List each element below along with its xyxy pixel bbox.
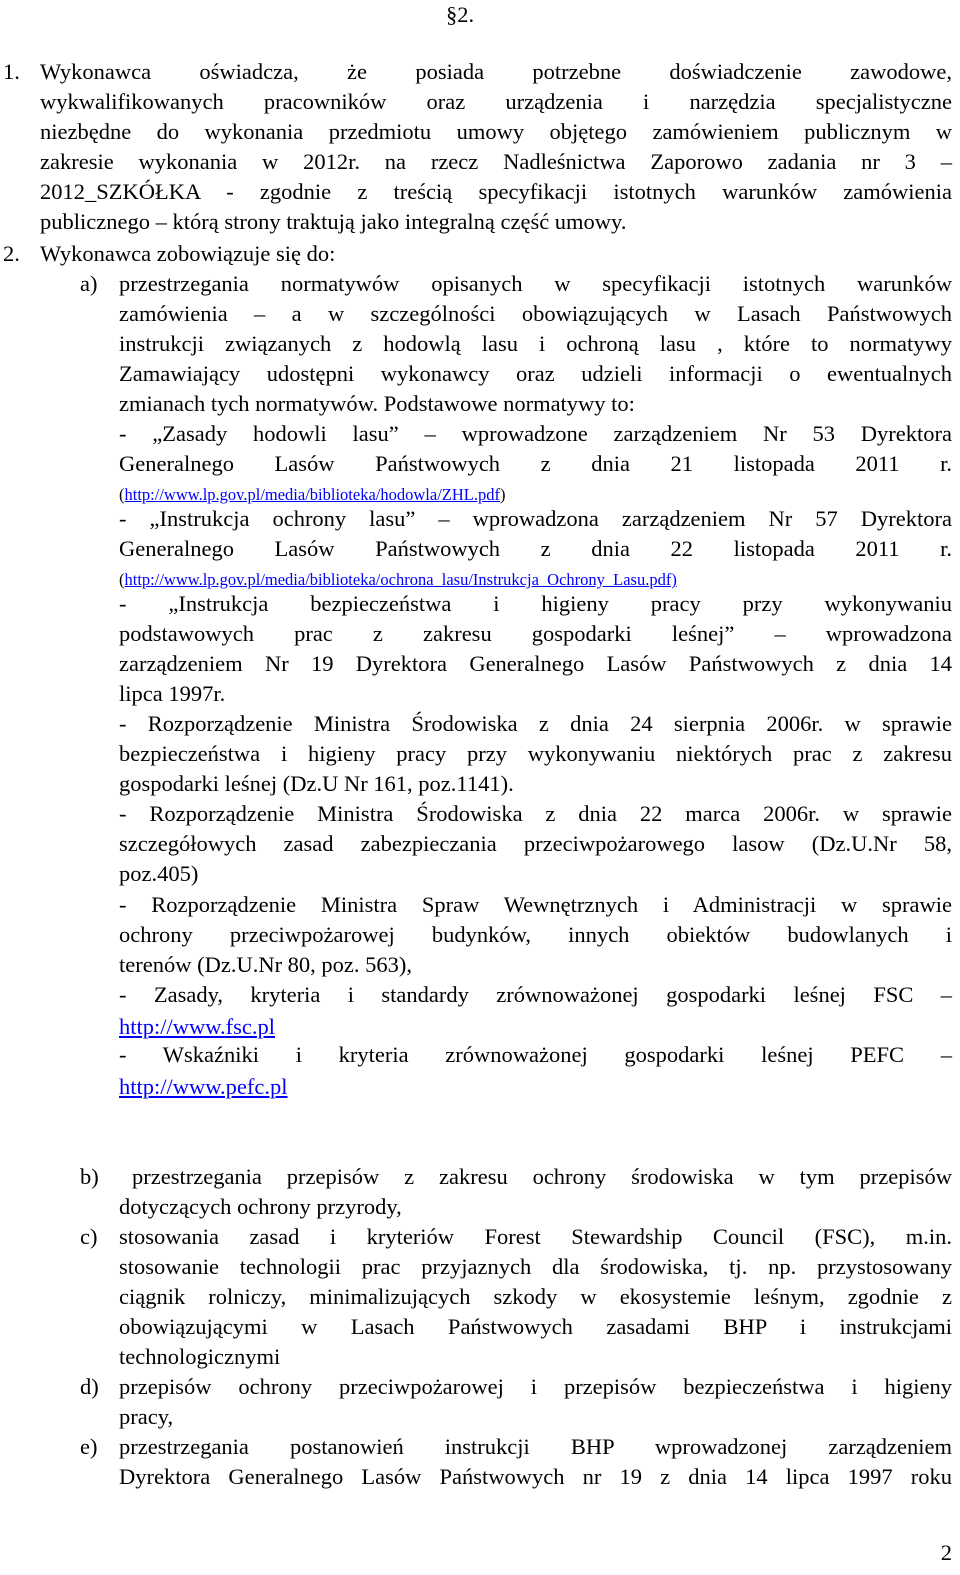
paren-close: ) — [499, 485, 506, 504]
text-line-a-l13: podstawowych prac z zakresu gospodarki leśnej” – wprowadzona — [119, 621, 952, 646]
text-line-p1-l4: zakresie wykonania w 2012r. na rzecz Nadleśnictwa Zaporowo zadania nr 3 – — [40, 149, 952, 174]
link-hodowla[interactable]: http://www.lp.gov.pl/media/biblioteka/hodowla/ZHL.pdf — [124, 485, 500, 504]
text-line-a-l7: Generalnego Lasów Państwowych z dnia 21 listopada 2011 r. — [119, 451, 952, 476]
link-ochrona[interactable]: http://www.lp.gov.pl/media/biblioteka/ochrona_lasu/Instrukcja_Ochrony_Lasu.pdf) — [124, 570, 677, 589]
text-line-b-l1: przestrzegania przepisów z zakresu ochrony środowiska w tym przepisów — [132, 1164, 952, 1189]
text-line-c-l5: technologicznymi — [119, 1344, 281, 1369]
text-line-a-l6: - „Zasady hodowli lasu” – wprowadzone zarządzeniem Nr 53 Dyrektora — [119, 421, 952, 446]
text-line-d-l1: przepisów ochrony przeciwpożarowej i przepisów bezpieczeństwa i higieny — [119, 1374, 952, 1399]
text-line-a-label: a) — [80, 271, 98, 296]
text-line-a-l17: bezpieczeństwa i higieny pracy przy wykonywaniu niektórych prac z zakresu — [119, 741, 952, 766]
text-line-a-l2: zamówienia – a w szczególności obowiązujących w Lasach Państwowych — [119, 301, 952, 326]
text-line-a-l1: przestrzegania normatywów opisanych w specyfikacji istotnych warunków — [119, 271, 952, 296]
text-line-a-l15: lipca 1997r. — [119, 681, 226, 706]
text-line-a-l23: ochrony przeciwpożarowej budynków, innych obiektów budowlanych i — [119, 922, 952, 947]
text-line-c-l4: obowiązującymi w Lasach Państwowych zasadami BHP i instrukcjami — [119, 1314, 952, 1339]
text-line-p1-l3: niezbędne do wykonania przedmiotu umowy objętego zamówieniem publicznym w — [40, 119, 952, 144]
text-line-a-l18: gospodarki leśnej (Dz.U Nr 161, poz.1141). — [119, 771, 514, 796]
text-line-b-label: b) — [80, 1164, 99, 1189]
text-line-a-l10: Generalnego Lasów Państwowych z dnia 22 listopada 2011 r. — [119, 536, 952, 561]
text-line-c-label: c) — [80, 1224, 98, 1249]
text-line-p1-number: 1. — [3, 59, 20, 84]
link-ochrona-line — [119, 566, 879, 594]
text-line-a-l20: szczegółowych zasad zabezpieczania przeciwpożarowego lasow (Dz.U.Nr 58, — [119, 831, 952, 856]
text-line-a-l14: zarządzeniem Nr 19 Dyrektora Generalnego Lasów Państwowych z dnia 14 — [119, 651, 952, 676]
text-line-a-l16: - Rozporządzenie Ministra Środowiska z dnia 24 sierpnia 2006r. w sprawie — [119, 711, 952, 736]
text-line-a-l24: terenów (Dz.U.Nr 80, poz. 563), — [119, 952, 413, 977]
link-pefc-line — [119, 1073, 419, 1101]
text-line-c-l1: stosowania zasad i kryteriów Forest Stewardship Council (FSC), m.in. — [119, 1224, 952, 1249]
section-heading: §2. — [445, 2, 475, 27]
text-line-e-label: e) — [80, 1434, 98, 1459]
text-line-a-l25: - Zasady, kryteria i standardy zrównoważonej gospodarki leśnej FSC – — [119, 982, 952, 1007]
text-line-p2-l1: Wykonawca zobowiązuje się do: — [40, 241, 336, 266]
text-line-c-l2: stosowanie technologii prac przyjaznych dla środowiska, tj. np. przystosowany — [119, 1254, 952, 1279]
link-hodowla-line — [119, 481, 719, 509]
paren-open: ( — [119, 570, 125, 589]
text-line-a-l12: - „Instrukcja bezpieczeństwa i higieny pracy przy wykonywaniu — [119, 591, 952, 616]
text-line-a-l27: - Wskaźniki i kryteria zrównoważonej gospodarki leśnej PEFC – — [119, 1042, 952, 1067]
text-line-a-l4: Zamawiający udostępni wykonawcy oraz udzieli informacji o ewentualnych — [119, 361, 952, 386]
text-line-d-label: d) — [80, 1374, 99, 1399]
link-pefc[interactable]: http://www.pefc.pl — [119, 1074, 288, 1099]
text-line-a-l5: zmianach tych normatywów. Podstawowe normatywy to: — [119, 391, 635, 416]
link-fsc-line — [119, 1013, 419, 1041]
text-line-e-l1: przestrzegania postanowień instrukcji BHP wprowadzonej zarządzeniem — [119, 1434, 952, 1459]
text-line-a-l9: - „Instrukcja ochrony lasu” – wprowadzona zarządzeniem Nr 57 Dyrektora — [119, 506, 952, 531]
text-line-p1-l5: 2012_SZKÓŁKA - zgodnie z treścią specyfikacji istotnych warunków zamówienia — [40, 179, 952, 204]
link-fsc[interactable]: http://www.fsc.pl — [119, 1014, 276, 1039]
text-line-d-l2: pracy, — [119, 1404, 174, 1429]
page-number: 2 — [940, 1540, 952, 1565]
paren-open: ( — [119, 485, 125, 504]
text-line-a-l19: - Rozporządzenie Ministra Środowiska z dnia 22 marca 2006r. w sprawie — [119, 801, 952, 826]
text-line-a-l22: - Rozporządzenie Ministra Spraw Wewnętrznych i Administracji w sprawie — [119, 892, 952, 917]
text-line-c-l3: ciągnik rolniczy, minimalizujących szkody w ekosystemie leśnym, zgodnie z — [119, 1284, 952, 1309]
text-line-e-l2: Dyrektora Generalnego Lasów Państwowych nr 19 z dnia 14 lipca 1997 roku — [119, 1464, 952, 1489]
text-line-a-l3: instrukcji związanych z hodowlą lasu i ochroną lasu , które to normatywy — [119, 331, 952, 356]
text-line-p1-l6: publicznego – którą strony traktują jako integralną część umowy. — [40, 209, 627, 234]
text-line-p2-number: 2. — [3, 241, 20, 266]
text-line-p1-l2: wykwalifikowanych pracowników oraz urządzenia i narzędzia specjalistyczne — [40, 89, 952, 114]
text-line-p1-l1: Wykonawca oświadcza, że posiada potrzebne doświadczenie zawodowe, — [40, 59, 952, 84]
text-line-a-l21: poz.405) — [119, 861, 199, 886]
text-line-b-l2: dotyczących ochrony przyrody, — [119, 1194, 402, 1219]
